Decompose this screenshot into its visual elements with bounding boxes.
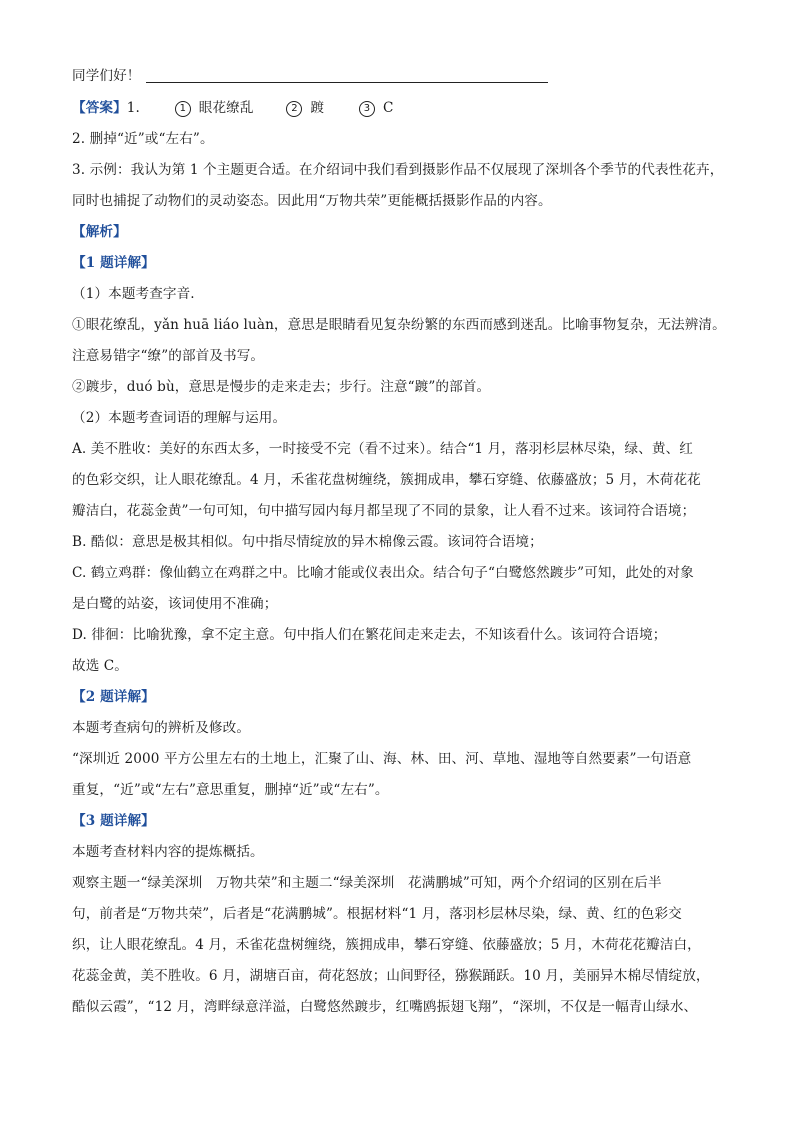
greeting	[72, 66, 140, 86]
analysis-line: 织，让人眼花缭乱。4 月，禾雀花盘树缠绕，簇拥成串，攀石穿缝、依藤盛放；5 月，木荷花花瓣洁白，	[72, 937, 701, 953]
analysis-line: 注意易错字“缭”的部首及书写。	[72, 348, 265, 364]
section-heading: 【2 题详解】	[72, 689, 155, 705]
circled-number: 3	[359, 101, 375, 117]
answer-item-1: 1 眼花缭乱	[175, 98, 254, 118]
analysis-line: 句，前者是“万物共荣”，后者是“花满鹏城”。根据材料“1 月，落羽杉层林尽染，绿、黄、红的色彩交	[72, 906, 682, 922]
analysis-line: C. 鹤立鸡群：像仙鹤立在鸡群之中。比喻才能或仪表出众。结合句子“白鹭悠然踱步”可知，此处的对象	[72, 565, 694, 581]
analysis-line: 是白鹭的站姿，该词使用不准确；	[72, 596, 278, 612]
answer-q3-line: 3. 示例：我认为第 1 个主题更合适。在介绍词中我们看到摄影作品不仅展现了深圳各个季节的代表性花卉，	[72, 162, 724, 178]
analysis-line: 观察主题一“绿美深圳 万物共荣”和主题二“绿美深圳 花满鹏城”可知，两个介绍词的区别在后半	[72, 875, 662, 891]
answer-tag: 【答案】	[72, 100, 127, 116]
analysis-line: （2）本题考查词语的理解与运用。	[72, 410, 287, 426]
answer-q3-line: 同时也捕捉了动物们的灵动姿态。因此用“万物共荣”更能概括摄影作品的内容。	[72, 193, 552, 209]
analysis-line: 的色彩交织，让人眼花缭乱。4 月，禾雀花盘树缠绕，簇拥成串，攀石穿缝、依藤盛放；5 月，木荷花花	[72, 472, 701, 488]
analysis-line: 故选 C。	[72, 658, 129, 674]
analysis-line: ②踱步，duó bù，意思是慢步的走来走去；步行。注意“踱”的部首。	[72, 379, 491, 395]
analysis-line: 本题考查材料内容的提炼概括。	[72, 844, 264, 860]
greeting-underline	[146, 82, 548, 83]
answer-item-3: 3 C	[359, 98, 394, 118]
analysis-line: 酷似云霞”，“12 月，湾畔绿意洋溢，白鹭悠然踱步，红嘴鸥振翅飞翔”，“深圳，不仅是一幅青山绿水、	[72, 999, 698, 1015]
analysis-line: （1）本题考查字音.	[72, 286, 195, 302]
analysis-line: B. 酷似：意思是极其相似。句中指尽情绽放的异木棉像云霞。该词符合语境；	[72, 534, 543, 550]
analysis-line: 瓣洁白，花蕊金黄”一句可知，句中描写园内每月都呈现了不同的景象，让人看不过来。该词符合语境；	[72, 503, 696, 519]
analysis-line: 本题考查病句的辨析及修改。	[72, 720, 251, 736]
analysis-line: A. 美不胜收：美好的东西太多，一时接受不完（看不过来）。结合“1 月，落羽杉层林尽染，绿、黄、红	[72, 441, 694, 457]
circled-number: 2	[286, 101, 302, 117]
section-heading: 【3 题详解】	[72, 813, 155, 829]
greeting-text: 同学们好！	[72, 68, 141, 84]
section-heading: 【1 题详解】	[72, 255, 155, 271]
analysis-line: ①眼花缭乱，yǎn huā liáo luàn，意思是眼睛看见复杂纷繁的东西而感到迷乱。比喻事物复杂，无法辨清。	[72, 317, 726, 333]
answer-q1-label: 1.	[126, 100, 140, 116]
analysis-line: D. 徘徊：比喻犹豫，拿不定主意。句中指人们在繁花间走来走去，不知该看什么。该词符合语境；	[72, 627, 667, 643]
circled-number: 1	[175, 101, 191, 117]
analysis-line: 花蕊金黄，美不胜收。6 月，湖塘百亩，荷花怒放；山间野径，猕猴踊跃。10 月，美丽异木棉尽情绽放，	[72, 968, 710, 984]
analysis-line: “深圳近 2000 平方公里左右的土地上，汇聚了山、海、林、田、河、草地、湿地等自然要素”一句语意	[72, 751, 692, 767]
answer-q2: 2. 删掉“近”或“左右”。	[72, 131, 214, 147]
analysis-tag: 【解析】	[72, 224, 127, 240]
answer-line	[72, 98, 393, 118]
answer-item-2: 2 踱	[286, 98, 324, 118]
analysis-line: 重复，“近”或“左右”意思重复，删掉“近”或“左右”。	[72, 782, 389, 798]
